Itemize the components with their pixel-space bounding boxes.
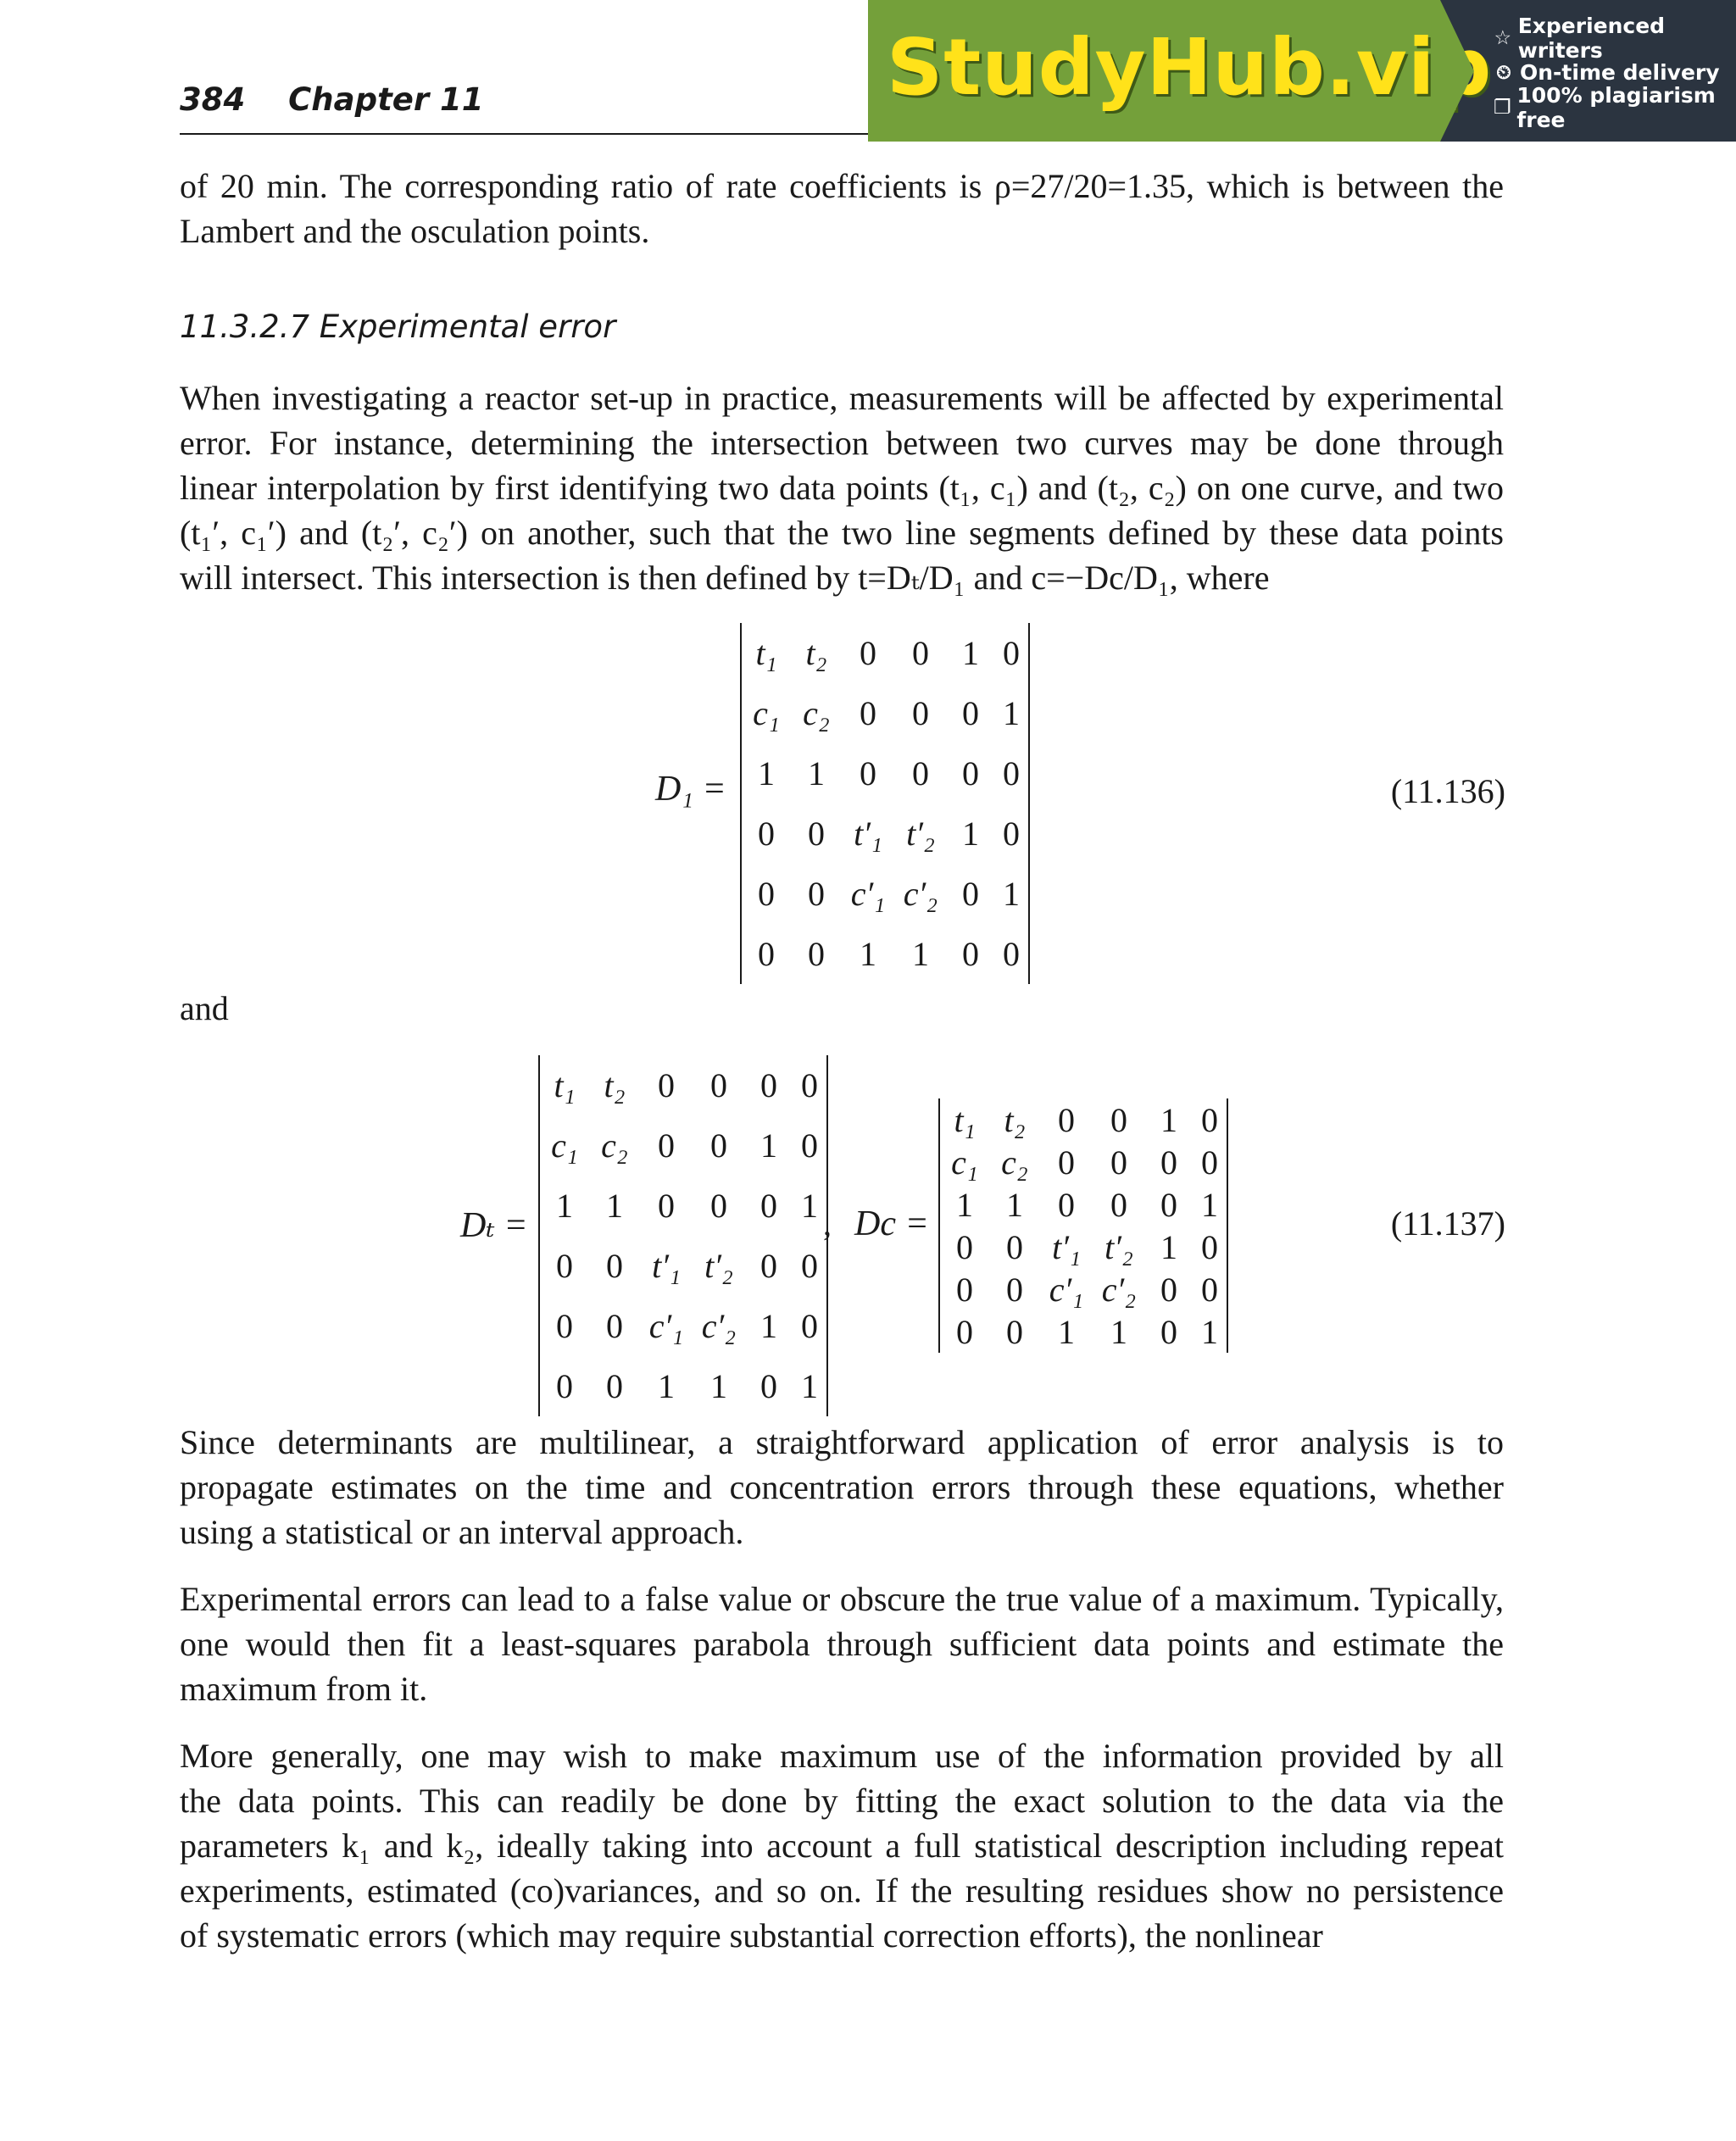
matrix-entry: 1: [1003, 694, 1020, 732]
matrix-entry: 0: [801, 1247, 818, 1285]
matrix-entry: 0: [962, 694, 979, 732]
matrix-entry: 0: [1110, 1185, 1127, 1224]
matrix-entry: 0: [606, 1367, 623, 1405]
matrix-entry: 1: [658, 1367, 675, 1405]
matrix-entry: 1: [556, 1187, 573, 1225]
matrix-entry: t₁: [954, 1100, 976, 1139]
matrix-entry: 0: [760, 1247, 777, 1285]
star-outline-icon: ☆: [1494, 26, 1512, 49]
matrix-entry: 1: [760, 1307, 777, 1345]
determinant-d1: [740, 623, 1030, 984]
determinant-dc: [938, 1098, 1228, 1353]
text-line: maximum from it.: [180, 1670, 428, 1708]
determinant-row: [540, 1356, 826, 1416]
studyhub-banner[interactable]: [868, 0, 1736, 142]
matrix-entry: c′₂: [1101, 1270, 1137, 1309]
matrix-entry: c₂: [803, 694, 830, 732]
section-heading: 11.3.2.7 Experimental error: [180, 309, 616, 345]
matrix-entry: 0: [556, 1307, 573, 1345]
matrix-entry: 0: [710, 1187, 727, 1225]
matrix-entry: 0: [1201, 1100, 1218, 1139]
paragraph-4: [180, 1577, 1504, 1711]
matrix-entry: 0: [1160, 1185, 1177, 1224]
matrix-entry: 0: [556, 1247, 573, 1285]
matrix-entry: 0: [1160, 1312, 1177, 1351]
matrix-entry: 0: [1201, 1143, 1218, 1182]
matrix-entry: 0: [1003, 935, 1020, 973]
matrix-entry: 0: [808, 935, 825, 973]
matrix-entry: 0: [1160, 1270, 1177, 1309]
matrix-entry: 0: [1201, 1270, 1218, 1309]
matrix-entry: c′₁: [648, 1307, 684, 1345]
matrix-entry: t′₁: [652, 1247, 681, 1285]
matrix-entry: 0: [1003, 815, 1020, 853]
matrix-entry: 0: [606, 1247, 623, 1285]
matrix-entry: 0: [1160, 1143, 1177, 1182]
matrix-entry: c₁: [951, 1143, 978, 1182]
matrix-entry: 0: [956, 1270, 973, 1309]
determinant-row: [940, 1183, 1227, 1226]
matrix-entry: 0: [801, 1307, 818, 1345]
matrix-entry: 1: [1006, 1185, 1023, 1224]
matrix-entry: 0: [808, 875, 825, 913]
matrix-entry: 1: [801, 1187, 818, 1225]
text-line: Since determinants are multilinear, a straightforward application of error analysis is to: [180, 1423, 1504, 1461]
eq137-lhs-c: Dc =: [854, 1204, 929, 1243]
feature-item: [1493, 82, 1736, 132]
matrix-entry: 0: [808, 815, 825, 853]
matrix-entry: 1: [962, 634, 979, 672]
text-line: one would then fit a least-squares parabola through sufficient data points and estimate the: [180, 1625, 1504, 1663]
text-line: When investigating a reactor set-up in practice, measurements will be affected by experimental: [180, 379, 1504, 417]
text-line: using a statistical or an interval approach.: [180, 1513, 744, 1551]
matrix-entry: t₁: [755, 634, 777, 672]
matrix-entry: 0: [860, 754, 876, 792]
text-line: Experimental errors can lead to a false value or obscure the true value of a maximum. Typically,: [180, 1580, 1504, 1618]
determinant-row: [540, 1055, 826, 1115]
matrix-entry: 1: [962, 815, 979, 853]
determinant-row: [742, 864, 1028, 924]
matrix-entry: 0: [760, 1367, 777, 1405]
matrix-entry: 1: [1201, 1312, 1218, 1351]
text-line: experiments, estimated (co)variances, and so on. If the resulting residues show no persistence: [180, 1871, 1504, 1910]
matrix-entry: 0: [1003, 634, 1020, 672]
determinant-row: [540, 1176, 826, 1236]
text-line: of systematic errors (which may require substantial correction efforts), the nonlinear: [180, 1916, 1323, 1955]
matrix-entry: 0: [962, 935, 979, 973]
matrix-entry: c₁: [551, 1126, 578, 1165]
matrix-entry: 1: [956, 1185, 973, 1224]
matrix-entry: 0: [801, 1066, 818, 1104]
determinant-row: [540, 1236, 826, 1296]
brand-panel: [868, 0, 1493, 142]
matrix-entry: c′₂: [903, 875, 938, 913]
matrix-entry: 0: [1058, 1185, 1075, 1224]
determinant-grid: [940, 1098, 1227, 1353]
feature-item: [1493, 13, 1736, 63]
brand-logo: StudyHub.vip: [887, 22, 1493, 113]
paragraph-1: [180, 164, 1504, 253]
matrix-entry: 0: [956, 1227, 973, 1266]
matrix-entry: c₂: [1001, 1143, 1028, 1182]
feature-text: Experienced writers: [1517, 13, 1666, 63]
determinant-row: [742, 623, 1028, 683]
matrix-entry: 1: [1003, 875, 1020, 913]
matrix-entry: 0: [1058, 1143, 1075, 1182]
matrix-entry: 0: [962, 875, 979, 913]
matrix-entry: 0: [1058, 1100, 1075, 1139]
matrix-entry: 0: [1201, 1227, 1218, 1266]
equation-number: (11.136): [1390, 772, 1505, 810]
determinant-row: [540, 1115, 826, 1176]
matrix-entry: 1: [606, 1187, 623, 1225]
paragraph-3: [180, 1420, 1504, 1554]
text-line: of 20 min. The corresponding ratio of rate coefficients is ρ=27/20=1.35, which is between the: [180, 167, 1504, 205]
matrix-entry: 1: [1160, 1100, 1177, 1139]
determinant-row: [742, 743, 1028, 804]
matrix-entry: 1: [860, 935, 876, 973]
chapter-title: Chapter 11: [288, 81, 484, 118]
determinant-row: [940, 1310, 1227, 1353]
matrix-entry: 0: [912, 694, 929, 732]
and-word: and: [180, 989, 229, 1027]
matrix-entry: 0: [606, 1307, 623, 1345]
matrix-entry: 1: [808, 754, 825, 792]
text-line: error. For instance, determining the intersection between two curves may be done through: [180, 424, 1504, 462]
matrix-entry: c₁: [753, 694, 780, 732]
paragraph-2: [180, 375, 1504, 600]
determinant-row: [540, 1296, 826, 1356]
text-line: linear interpolation by first identifying two data points (t₁, c₁) and (t₂, c₂) on one curve, and two: [180, 469, 1504, 507]
equation-number: (11.137): [1390, 1204, 1505, 1243]
feature-text: On-time delivery: [1520, 60, 1720, 85]
matrix-entry: 0: [1006, 1227, 1023, 1266]
matrix-entry: 1: [710, 1367, 727, 1405]
text-line: will intersect. This intersection is then defined by t=Dₜ/D₁ and c=−Dc/D₁, where: [180, 559, 1270, 597]
text-line: Lambert and the osculation points.: [180, 212, 650, 250]
matrix-entry: 0: [658, 1066, 675, 1104]
matrix-entry: 1: [912, 935, 929, 973]
matrix-entry: 0: [912, 754, 929, 792]
matrix-entry: 0: [658, 1187, 675, 1225]
matrix-entry: c′₁: [1049, 1270, 1084, 1309]
matrix-entry: c′₁: [850, 875, 886, 913]
matrix-entry: 0: [962, 754, 979, 792]
matrix-entry: 1: [801, 1367, 818, 1405]
text-line: propagate estimates on the time and concentration errors through these equations, whether: [180, 1468, 1504, 1506]
determinant-row: [940, 1226, 1227, 1268]
comma: ,: [823, 1204, 832, 1243]
matrix-entry: 0: [710, 1066, 727, 1104]
matrix-entry: 0: [1006, 1270, 1023, 1309]
eq136-lhs: D₁ =: [655, 770, 726, 809]
matrix-entry: 0: [912, 634, 929, 672]
determinant-row: [940, 1098, 1227, 1141]
matrix-entry: 1: [1058, 1312, 1075, 1351]
text-line: More generally, one may wish to make maximum use of the information provided by all: [180, 1737, 1504, 1775]
matrix-entry: 0: [758, 875, 775, 913]
matrix-entry: 0: [1110, 1100, 1127, 1139]
matrix-entry: t₁: [554, 1066, 576, 1104]
matrix-entry: 0: [556, 1367, 573, 1405]
matrix-entry: 0: [1110, 1143, 1127, 1182]
matrix-entry: 0: [801, 1126, 818, 1165]
matrix-entry: 1: [760, 1126, 777, 1165]
matrix-entry: 1: [1201, 1185, 1218, 1224]
matrix-entry: t₂: [805, 634, 827, 672]
matrix-entry: 0: [760, 1066, 777, 1104]
matrix-entry: 1: [1160, 1227, 1177, 1266]
matrix-entry: t′₂: [704, 1247, 733, 1285]
matrix-entry: t′₂: [1104, 1227, 1133, 1266]
determinant-row: [940, 1141, 1227, 1183]
determinant-row: [742, 804, 1028, 864]
matrix-entry: 0: [860, 694, 876, 732]
matrix-entry: t₂: [604, 1066, 626, 1104]
determinant-row: [742, 683, 1028, 743]
text-line: parameters k₁ and k₂, ideally taking into account a full statistical description including repeat: [180, 1827, 1504, 1865]
eq137-lhs-t: Dₜ =: [460, 1206, 528, 1245]
determinant-row: [742, 924, 1028, 984]
matrix-entry: 0: [710, 1126, 727, 1165]
page-number: 384: [180, 81, 246, 118]
matrix-entry: t₂: [1004, 1100, 1026, 1139]
clock-icon: ⏲: [1496, 61, 1511, 84]
text-line: the data points. This can readily be done by fitting the exact solution to the data via the: [180, 1782, 1504, 1820]
matrix-entry: 0: [1003, 754, 1020, 792]
determinant-grid: [540, 1055, 826, 1416]
text-line: (t₁′, c₁′) and (t₂′, c₂′) on another, such that the two line segments defined by these data points: [180, 514, 1504, 552]
matrix-entry: 0: [1006, 1312, 1023, 1351]
matrix-entry: 0: [758, 815, 775, 853]
matrix-entry: 1: [1110, 1312, 1127, 1351]
running-header: [180, 81, 483, 118]
matrix-entry: c′₂: [701, 1307, 737, 1345]
matrix-entry: c₂: [601, 1126, 628, 1165]
matrix-entry: 0: [760, 1187, 777, 1225]
matrix-entry: 1: [758, 754, 775, 792]
matrix-entry: 0: [658, 1126, 675, 1165]
paragraph-5: [180, 1733, 1504, 1958]
matrix-entry: 0: [758, 935, 775, 973]
matrix-entry: t′₂: [906, 815, 935, 853]
determinant-dt: [538, 1055, 828, 1416]
matrix-entry: t′₁: [1052, 1227, 1081, 1266]
matrix-entry: 0: [956, 1312, 973, 1351]
matrix-entry: t′₁: [854, 815, 882, 853]
determinant-grid: [742, 623, 1028, 984]
matrix-entry: 0: [860, 634, 876, 672]
feature-text: 100% plagiarism free: [1516, 82, 1716, 132]
determinant-row: [940, 1268, 1227, 1310]
copy-icon: ❐: [1493, 96, 1511, 119]
